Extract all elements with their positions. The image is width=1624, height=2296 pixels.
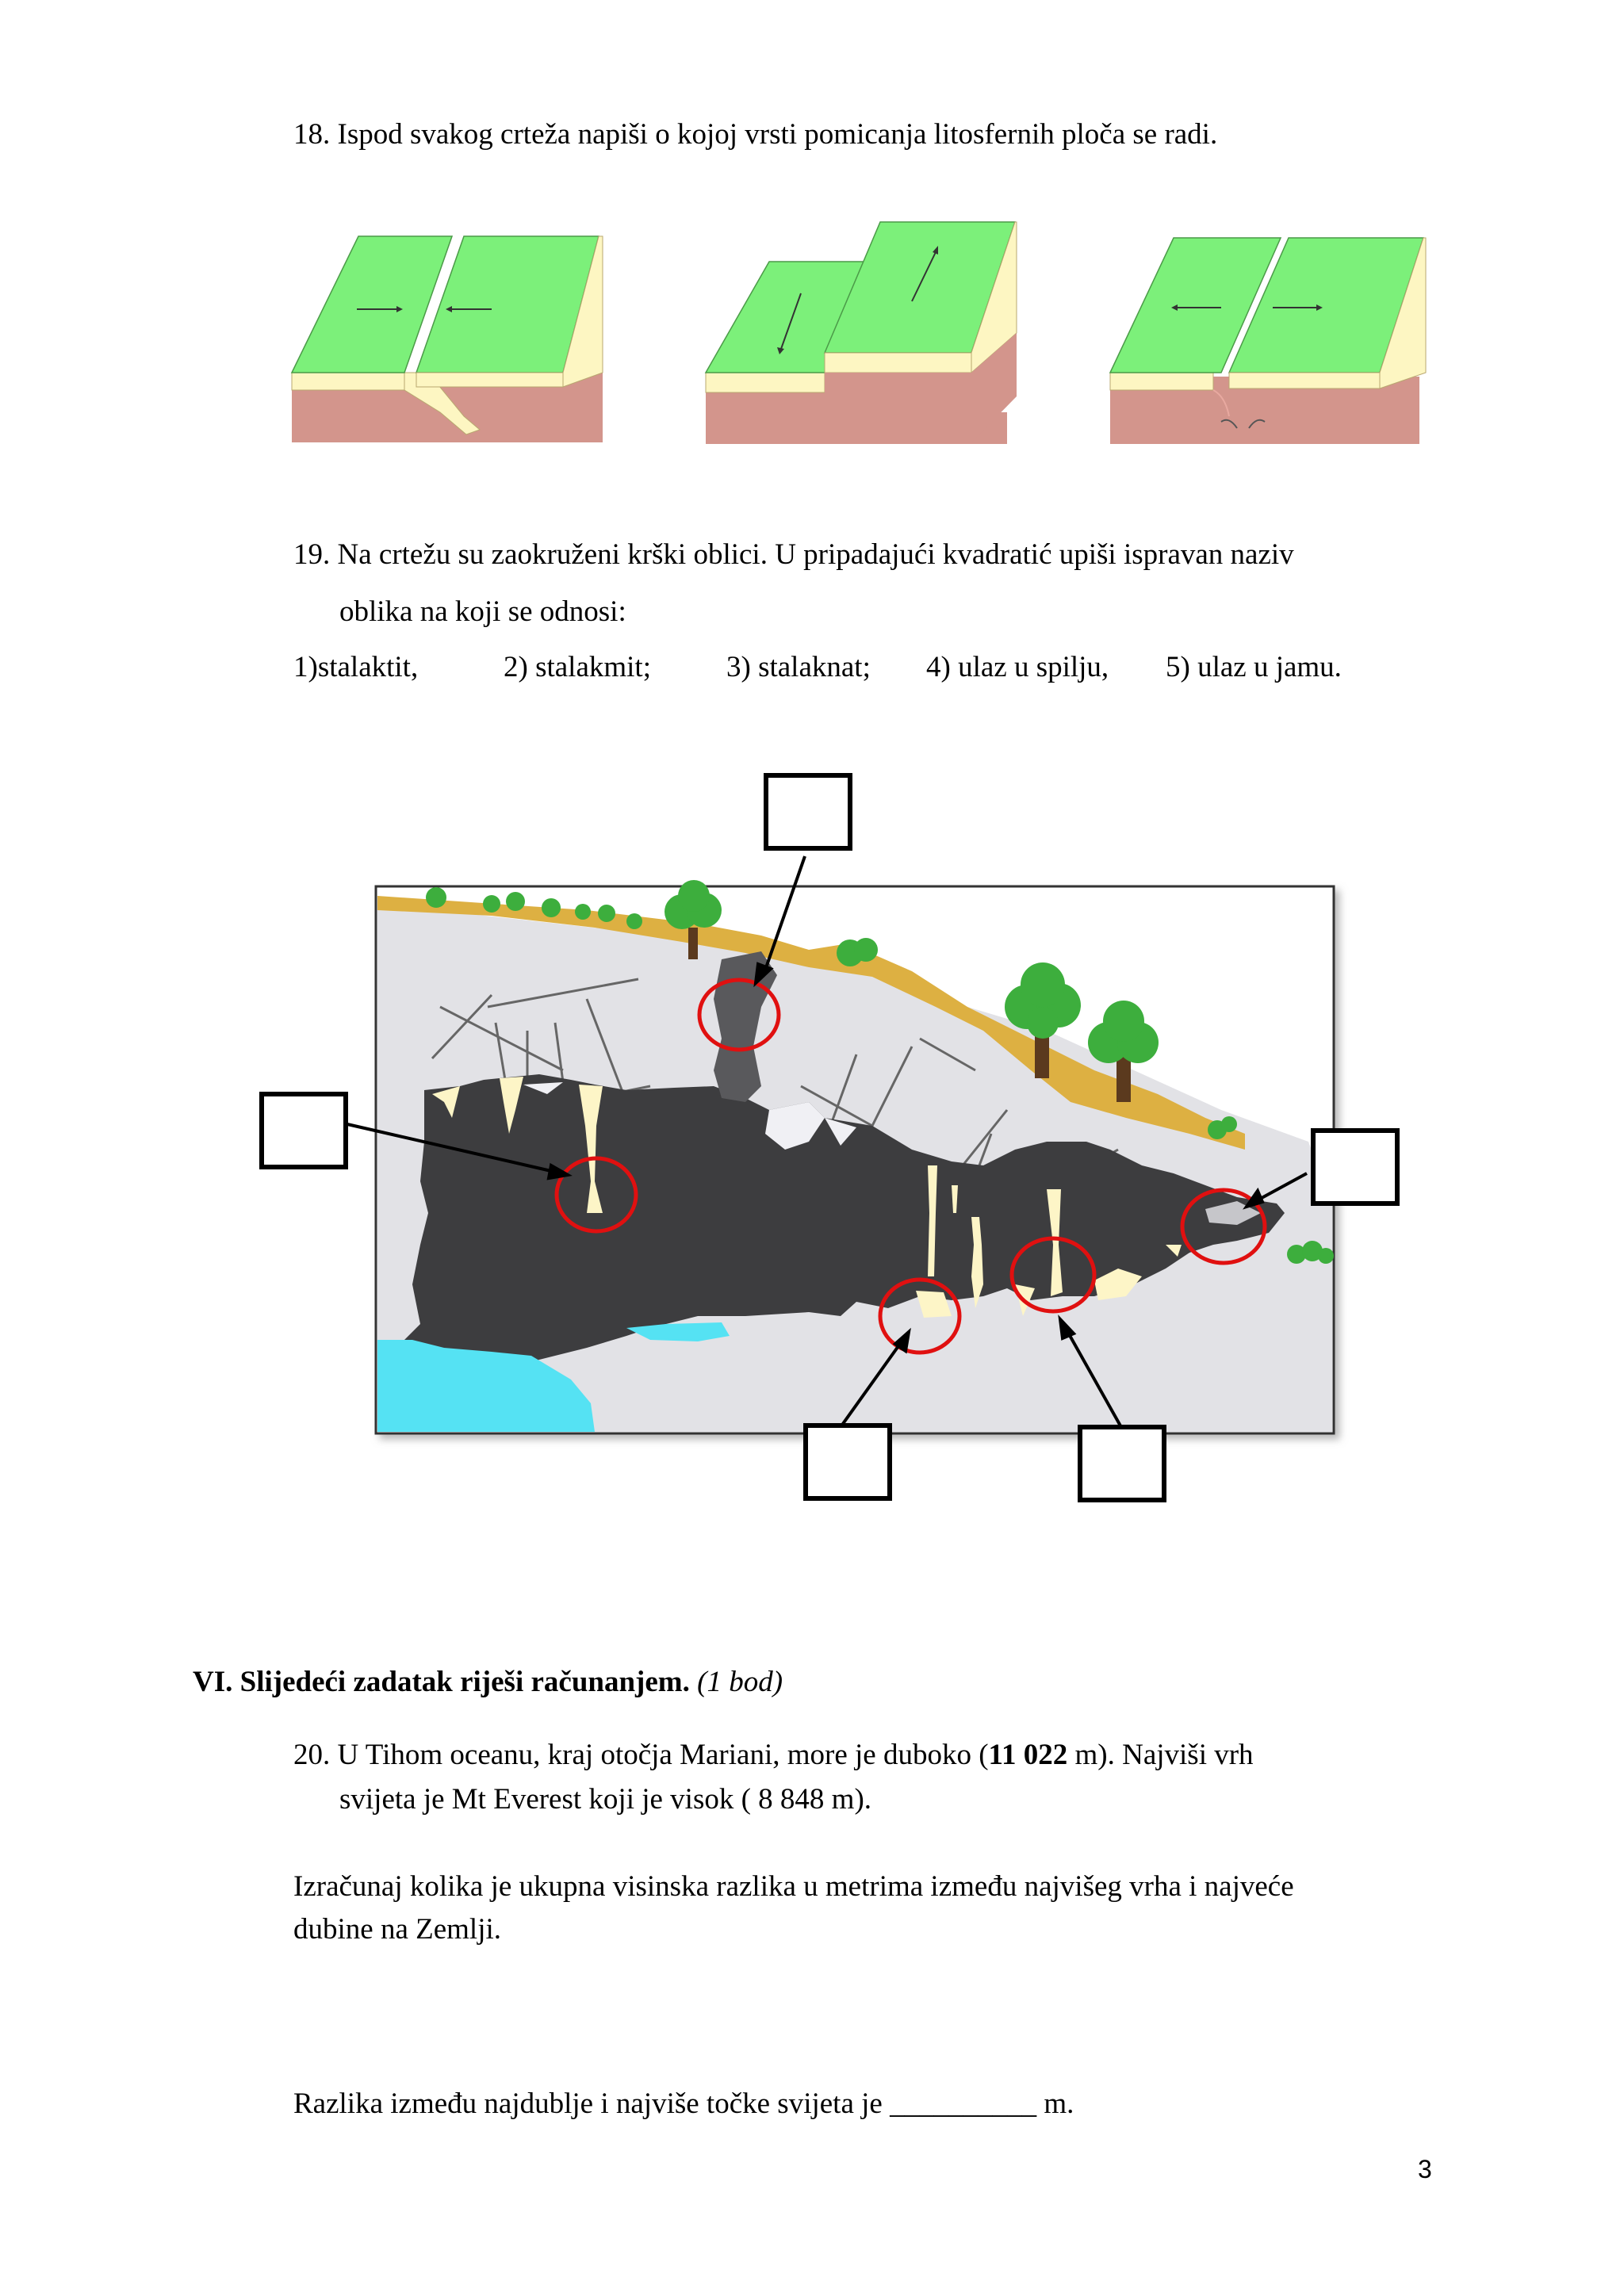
karst-cave-figure bbox=[254, 769, 1419, 1506]
option-stalaknat: 3) stalaknat; bbox=[726, 651, 871, 683]
convergent-boundary-diagram bbox=[292, 236, 603, 442]
plate-boundaries-figure bbox=[285, 214, 1443, 452]
question-19-line1: 19. Na crtežu su zaokruženi krški oblici. U pripadajući kvadratić upiši ispravan naziv bbox=[293, 538, 1294, 571]
task-line2: dubine na Zemlji. bbox=[293, 1913, 502, 1946]
transform-boundary-diagram bbox=[706, 222, 1017, 444]
question-18-text: 18. Ispod svakog crteža napiši o kojoj vrsti pomicanja litosfernih ploča se radi. bbox=[293, 118, 1218, 151]
divergent-boundary-diagram bbox=[1110, 238, 1426, 444]
answer-box-bottom-left[interactable] bbox=[806, 1425, 890, 1498]
answer-box-right[interactable] bbox=[1313, 1131, 1397, 1203]
task-line1: Izračunaj kolika je ukupna visinska razlika u metrima između najvišeg vrha i najveće bbox=[293, 1870, 1294, 1903]
section-6-heading bbox=[193, 1665, 783, 1700]
answer-box-bottom-right[interactable] bbox=[1080, 1427, 1164, 1500]
question-20-text-b: m). Najviši vrh bbox=[1067, 1739, 1254, 1771]
question-20-text-a: 20. U Tihom oceanu, kraj otočja Mariani, more je duboko ( bbox=[293, 1739, 989, 1771]
answer-prefix: Razlika između najdublje i najviše točke svijeta je bbox=[293, 2087, 883, 2120]
option-ulaz-u-jamu: 5) ulaz u jamu. bbox=[1166, 651, 1342, 683]
answer-box-left[interactable] bbox=[262, 1094, 346, 1167]
question-20-line1 bbox=[293, 1738, 1254, 1773]
answer-box-top[interactable] bbox=[766, 775, 850, 848]
answer-unit: m. bbox=[1044, 2087, 1074, 2120]
option-ulaz-u-spilju: 4) ulaz u spilju, bbox=[926, 651, 1109, 683]
question-19-line2: oblika na koji se odnosi: bbox=[339, 595, 626, 628]
answer-blank[interactable]: __________ bbox=[890, 2087, 1037, 2120]
section-6-points: (1 bod) bbox=[697, 1666, 783, 1698]
mariana-depth-value: 11 022 bbox=[988, 1739, 1068, 1771]
answer-line bbox=[293, 2087, 1074, 2122]
section-6-title: VI. Slijedeći zadatak riješi računanjem. bbox=[193, 1666, 690, 1698]
option-stalakmit: 2) stalakmit; bbox=[504, 651, 651, 683]
page-number: 3 bbox=[1418, 2155, 1432, 2183]
option-stalaktit: 1)stalaktit, bbox=[293, 651, 419, 683]
question-20-line2: svijeta je Mt Everest koji je visok ( 8 848 m). bbox=[339, 1783, 872, 1816]
